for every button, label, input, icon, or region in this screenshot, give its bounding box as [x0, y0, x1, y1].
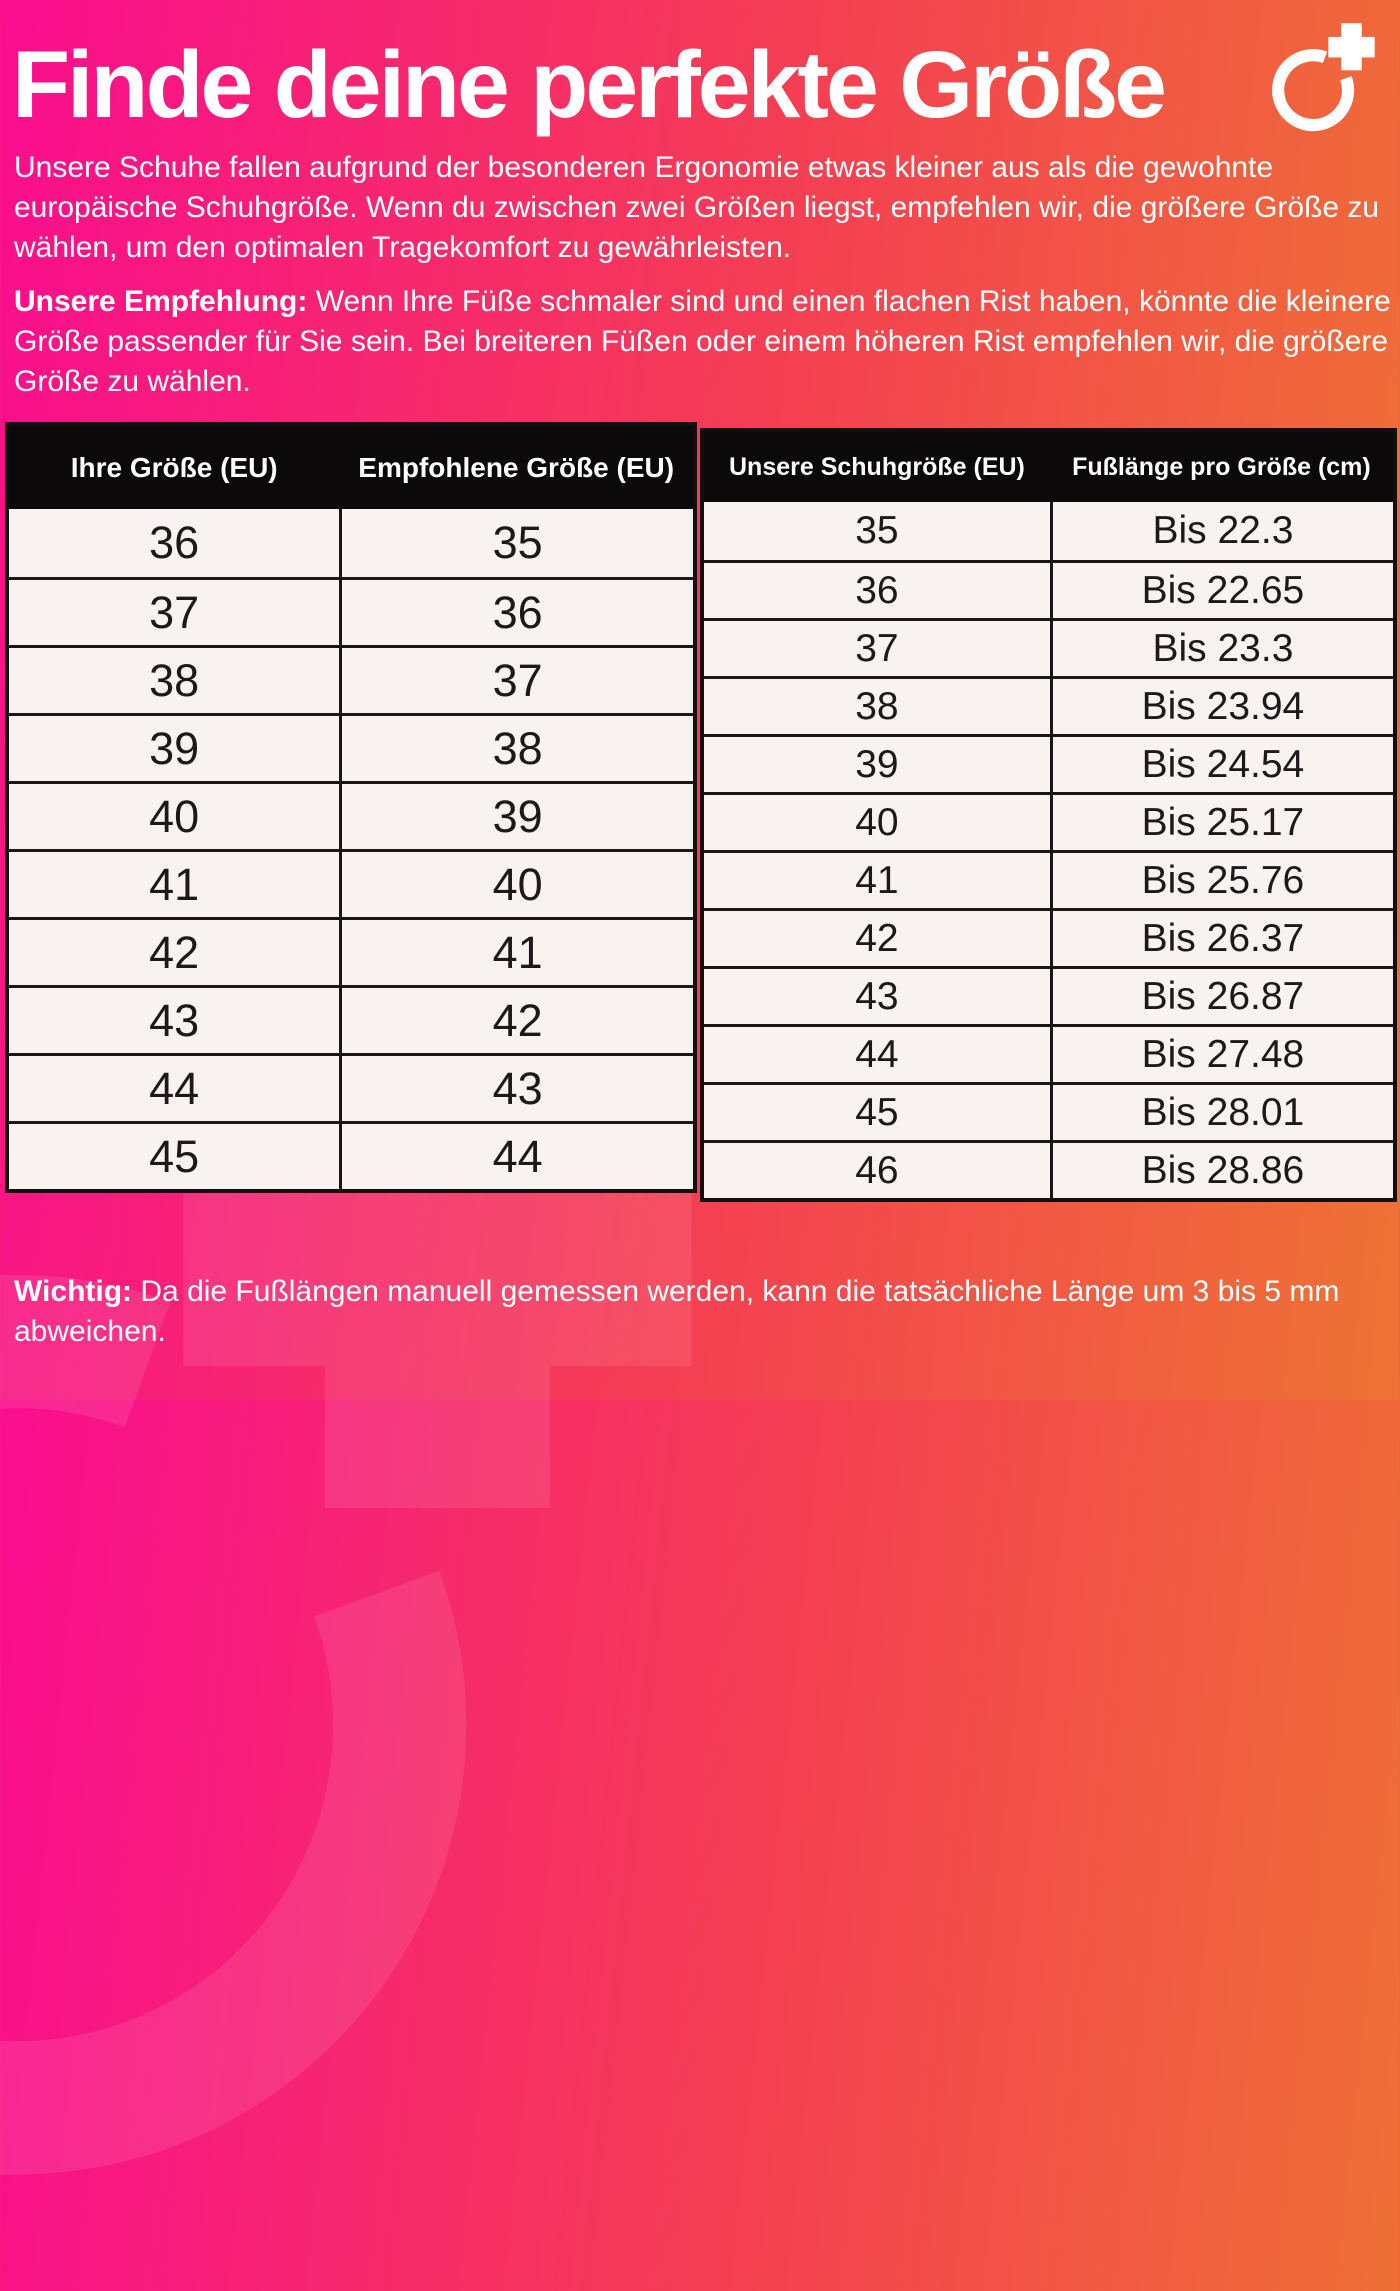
table-row: [704, 1140, 1393, 1198]
table-row: [9, 1121, 693, 1189]
table-cell: 39: [704, 737, 1050, 792]
table-cell: Bis 28.01: [1050, 1085, 1393, 1140]
table-cell: Bis 27.48: [1050, 1027, 1393, 1082]
table-row: [9, 849, 693, 917]
o-plus-logo-icon: [1266, 20, 1380, 142]
table-row: [704, 734, 1393, 792]
recommendation-text: Wenn Ihre Füße schmaler sind und einen flachen Rist haben, könnte die kleinere Größe passender für Sie sein. Bei breiteren Füßen oder einem höheren Rist empfehlen wir, die größere Größe zu wählen.: [14, 285, 1391, 398]
table-row: [704, 1024, 1393, 1082]
header-cell-shoe-size: Unsere Schuhgröße (EU): [729, 452, 1025, 481]
size-conversion-table: [5, 422, 697, 1193]
table-cell: 44: [9, 1056, 339, 1121]
size-conversion-table-body: [9, 509, 693, 1189]
foot-length-table-header: [704, 432, 1393, 502]
table-cell: 41: [339, 920, 693, 985]
table-cell: 44: [704, 1027, 1050, 1082]
table-cell: Bis 22.65: [1050, 563, 1393, 618]
table-row: [9, 781, 693, 849]
table-cell: Bis 25.76: [1050, 853, 1393, 908]
table-row: [9, 645, 693, 713]
table-cell: 39: [339, 784, 693, 849]
table-cell: 43: [339, 1056, 693, 1121]
table-cell: Bis 25.17: [1050, 795, 1393, 850]
table-row: [704, 908, 1393, 966]
table-row: [704, 502, 1393, 560]
table-cell: 35: [339, 509, 693, 577]
table-cell: 42: [339, 988, 693, 1053]
table-cell: 37: [9, 580, 339, 645]
table-cell: 45: [9, 1124, 339, 1189]
table-row: [9, 985, 693, 1053]
table-cell: 41: [704, 853, 1050, 908]
table-row: [704, 792, 1393, 850]
table-row: [9, 577, 693, 645]
table-cell: Bis 22.3: [1050, 502, 1393, 560]
table-cell: 35: [704, 502, 1050, 560]
table-cell: 43: [704, 969, 1050, 1024]
table-cell: 40: [9, 784, 339, 849]
size-conversion-table-header: [9, 426, 693, 509]
header-cell-your-size: Ihre Größe (EU): [70, 451, 278, 483]
note-label: Wichtig:: [14, 1275, 133, 1308]
table-row: [704, 1082, 1393, 1140]
table-row: [704, 850, 1393, 908]
table-cell: 38: [704, 679, 1050, 734]
header-cell-foot-length: Fußlänge pro Größe (cm): [1072, 452, 1371, 481]
table-row: [9, 713, 693, 781]
table-row: [9, 917, 693, 985]
table-cell: 43: [9, 988, 339, 1053]
table-cell: 40: [339, 852, 693, 917]
table-cell: 38: [9, 648, 339, 713]
table-cell: Bis 23.94: [1050, 679, 1393, 734]
table-row: [9, 509, 693, 577]
table-cell: 45: [704, 1085, 1050, 1140]
table-cell: 38: [339, 716, 693, 781]
table-cell: 44: [339, 1124, 693, 1189]
table-cell: 37: [339, 648, 693, 713]
table-cell: 37: [704, 621, 1050, 676]
page-title: Finde deine perfekte Größe: [12, 32, 1164, 138]
table-cell: 41: [9, 852, 339, 917]
table-cell: 46: [704, 1143, 1050, 1198]
table-cell: Bis 26.87: [1050, 969, 1393, 1024]
intro-paragraph: Unsere Schuhe fallen aufgrund der besonderen Ergonomie etwas kleiner aus als die gewohnte europäische Schuhgröße. Wenn du zwischen zwei Größen liegst, empfehlen wir, die größere Größe zu wählen, um den optimalen Tragekomfort zu gewährleisten.: [14, 151, 1380, 264]
note-text: Da die Fußlängen manuell gemessen werden, kann die tatsächliche Länge um 3 bis 5 mm abweichen.: [14, 1275, 1340, 1348]
table-row: [704, 966, 1393, 1024]
table-cell: Bis 28.86: [1050, 1143, 1393, 1198]
foot-length-table-body: [704, 502, 1393, 1198]
table-cell: 36: [339, 580, 693, 645]
important-note: [14, 1272, 1384, 1352]
table-cell: 42: [704, 911, 1050, 966]
table-cell: 42: [9, 920, 339, 985]
table-cell: 36: [704, 563, 1050, 618]
table-cell: Bis 23.3: [1050, 621, 1393, 676]
recommendation-paragraph: [14, 282, 1392, 402]
table-row: [704, 560, 1393, 618]
table-cell: Bis 26.37: [1050, 911, 1393, 966]
table-cell: 36: [9, 509, 339, 577]
table-cell: 40: [704, 795, 1050, 850]
table-cell: 39: [9, 716, 339, 781]
table-row: [704, 618, 1393, 676]
table-row: [9, 1053, 693, 1121]
recommendation-label: Unsere Empfehlung:: [14, 285, 308, 318]
table-cell: Bis 24.54: [1050, 737, 1393, 792]
table-row: [704, 676, 1393, 734]
header-cell-recommended-size: Empfohlene Größe (EU): [358, 451, 675, 483]
foot-length-table: [700, 428, 1397, 1202]
